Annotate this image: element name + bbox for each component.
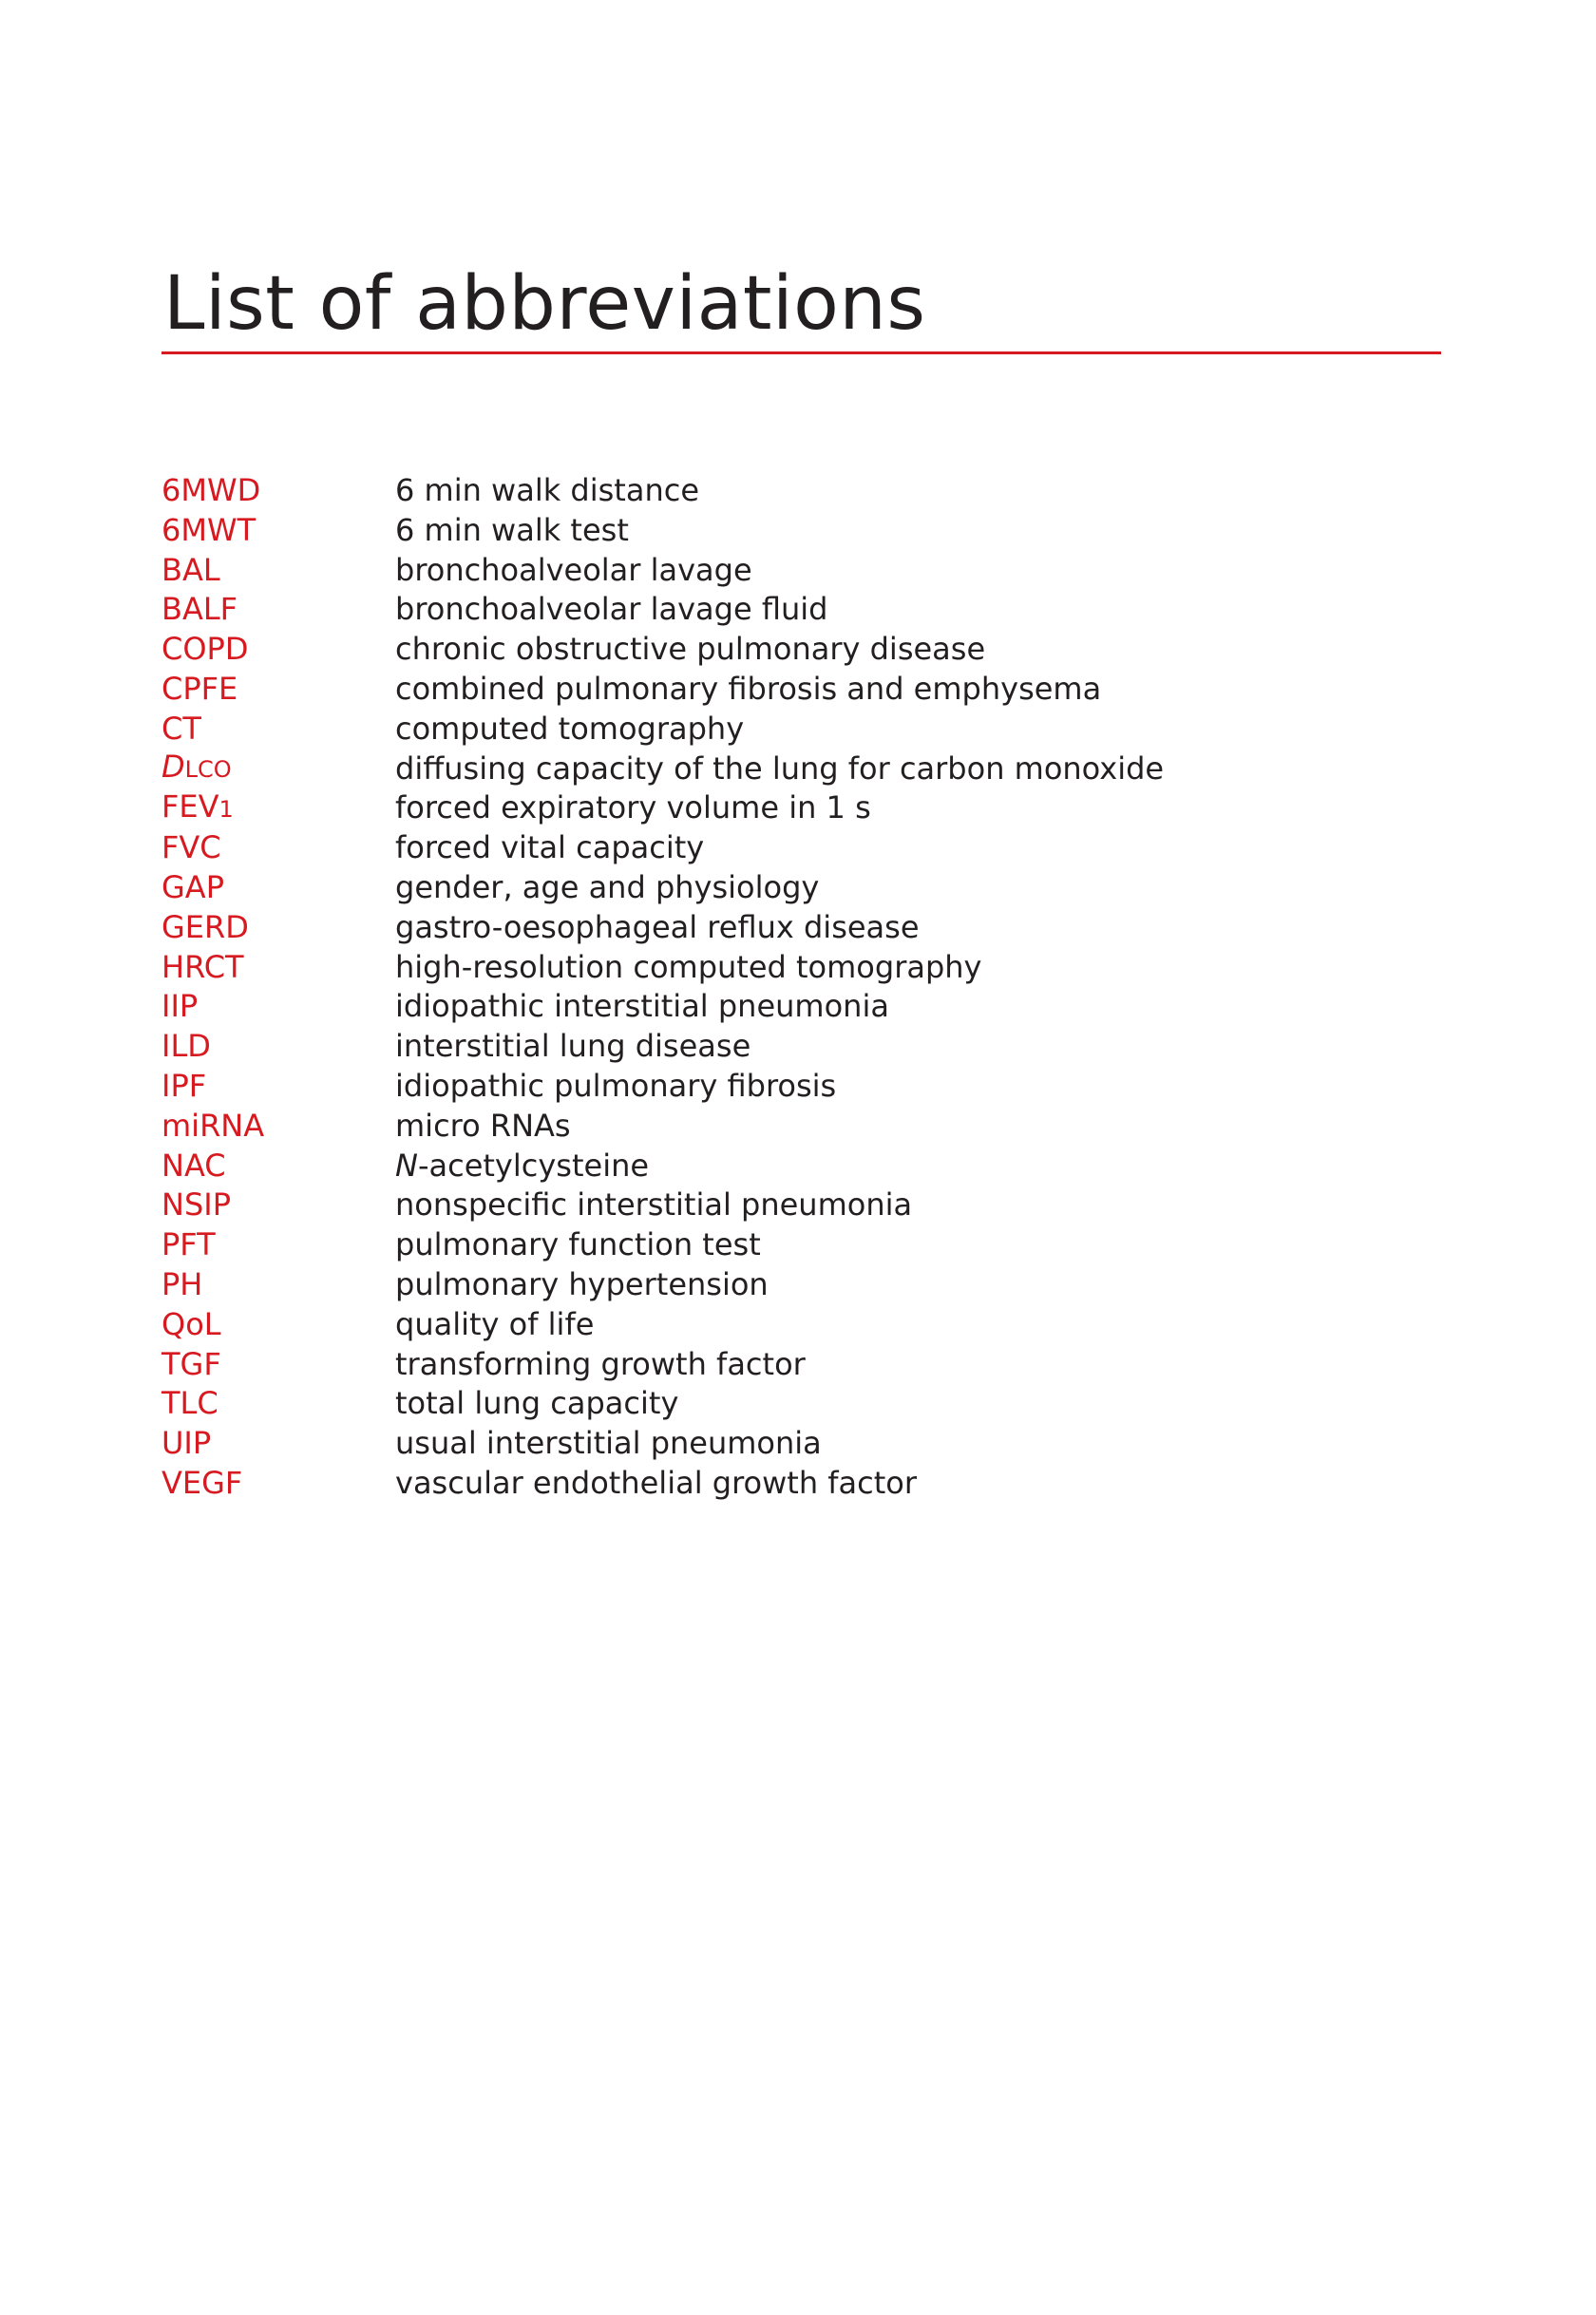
abbreviation-term: TLC	[162, 1385, 218, 1422]
abbreviation-definition: 6 min walk distance	[395, 472, 700, 508]
abbreviation-row	[162, 471, 1434, 511]
abbreviation-term: GAP	[162, 868, 224, 905]
abbreviation-row	[162, 1225, 1434, 1265]
abbreviation-row	[162, 1384, 1434, 1424]
abbreviation-definition: bronchoalveolar lavage	[395, 551, 752, 588]
abbreviation-list	[162, 471, 1434, 1504]
abbreviation-definition: pulmonary hypertension	[395, 1265, 769, 1302]
abbreviation-term: BALF	[162, 591, 238, 628]
abbreviation-row	[162, 511, 1434, 551]
abbreviation-term: IPF	[162, 1067, 207, 1104]
abbreviation-row	[162, 670, 1434, 710]
abbreviation-row	[162, 1067, 1434, 1107]
abbreviation-definition: pulmonary function test	[395, 1226, 761, 1263]
abbreviation-definition: nonspecific interstitial pneumonia	[395, 1186, 913, 1224]
abbreviation-definition: usual interstitial pneumonia	[395, 1425, 822, 1462]
abbreviation-row	[162, 908, 1434, 948]
definition-italic: N	[395, 1147, 418, 1184]
abbreviation-definition: transforming growth factor	[395, 1345, 806, 1382]
abbreviation-definition	[395, 1147, 1434, 1186]
abbreviation-term: PFT	[162, 1226, 216, 1263]
abbreviation-term	[162, 748, 395, 790]
abbreviation-row	[162, 868, 1434, 908]
abbreviation-term: NSIP	[162, 1186, 231, 1224]
abbreviation-term: NAC	[162, 1147, 226, 1184]
abbreviation-definition: chronic obstructive pulmonary disease	[395, 631, 986, 668]
abbreviation-definition: forced expiratory volume in 1 s	[395, 789, 871, 826]
abbreviation-term: QoL	[162, 1305, 221, 1342]
abbreviation-term: 6MWD	[162, 472, 261, 508]
abbreviation-term: HRCT	[162, 948, 244, 985]
abbreviation-term: BAL	[162, 551, 220, 588]
abbreviation-row	[162, 1107, 1434, 1147]
abbreviation-definition: quality of life	[395, 1305, 595, 1342]
abbreviation-definition: idiopathic pulmonary fibrosis	[395, 1067, 837, 1104]
abbreviation-term: IIP	[162, 988, 199, 1025]
abbreviation-term: COPD	[162, 631, 249, 668]
abbreviation-definition: computed tomography	[395, 710, 745, 747]
abbreviation-row	[162, 1186, 1434, 1225]
abbreviation-term: ILD	[162, 1028, 211, 1065]
abbreviation-term-main: FEV	[162, 787, 219, 825]
abbreviation-row	[162, 1305, 1434, 1345]
abbreviation-row	[162, 1265, 1434, 1305]
abbreviation-row	[162, 1345, 1434, 1385]
abbreviation-term-smallcaps: LCO	[184, 756, 232, 784]
abbreviation-row	[162, 750, 1434, 789]
abbreviation-definition: 6 min walk test	[395, 511, 629, 548]
abbreviation-definition: gender, age and physiology	[395, 868, 820, 905]
abbreviation-row	[162, 590, 1434, 630]
abbreviation-row	[162, 710, 1434, 750]
abbreviation-row	[162, 828, 1434, 868]
abbreviation-term: GERD	[162, 908, 249, 945]
abbreviation-definition: micro RNAs	[395, 1107, 571, 1144]
abbreviation-term: CPFE	[162, 670, 238, 707]
abbreviation-row	[162, 551, 1434, 591]
abbreviation-row	[162, 948, 1434, 988]
abbreviation-term: CT	[162, 710, 201, 747]
abbreviation-term: miRNA	[162, 1107, 265, 1144]
abbreviation-definition: forced vital capacity	[395, 829, 705, 866]
abbreviation-definition: interstitial lung disease	[395, 1028, 751, 1065]
abbreviation-row	[162, 788, 1434, 828]
abbreviation-term: UIP	[162, 1425, 212, 1462]
abbreviation-definition: vascular endothelial growth factor	[395, 1464, 918, 1501]
title-underline	[162, 351, 1441, 354]
abbreviation-definition: gastro-oesophageal reflux disease	[395, 908, 920, 945]
abbreviation-definition: idiopathic interstitial pneumonia	[395, 988, 889, 1025]
abbreviation-term-subscript: 1	[218, 795, 234, 823]
abbreviation-row	[162, 1147, 1434, 1186]
abbreviation-row	[162, 1424, 1434, 1464]
abbreviation-term: TGF	[162, 1345, 221, 1382]
abbreviation-term: PH	[162, 1265, 203, 1302]
abbreviation-row	[162, 630, 1434, 670]
abbreviation-row	[162, 1027, 1434, 1067]
abbreviation-term-italic: D	[162, 749, 185, 786]
abbreviation-term: FVC	[162, 829, 221, 866]
abbreviation-definition: high-resolution computed tomography	[395, 948, 982, 985]
page-title: List of abbreviations	[163, 261, 926, 347]
abbreviation-definition: combined pulmonary fibrosis and emphysema	[395, 670, 1102, 707]
abbreviation-row	[162, 1464, 1434, 1504]
definition-rest: -acetylcysteine	[417, 1147, 650, 1184]
abbreviation-definition: total lung capacity	[395, 1385, 679, 1422]
abbreviation-row	[162, 987, 1434, 1027]
abbreviation-term: VEGF	[162, 1464, 243, 1501]
abbreviation-definition: bronchoalveolar lavage fluid	[395, 591, 828, 628]
abbreviation-term: 6MWT	[162, 511, 256, 548]
abbreviation-definition: diffusing capacity of the lung for carbon monoxide	[395, 750, 1165, 787]
abbreviation-term	[162, 787, 395, 830]
